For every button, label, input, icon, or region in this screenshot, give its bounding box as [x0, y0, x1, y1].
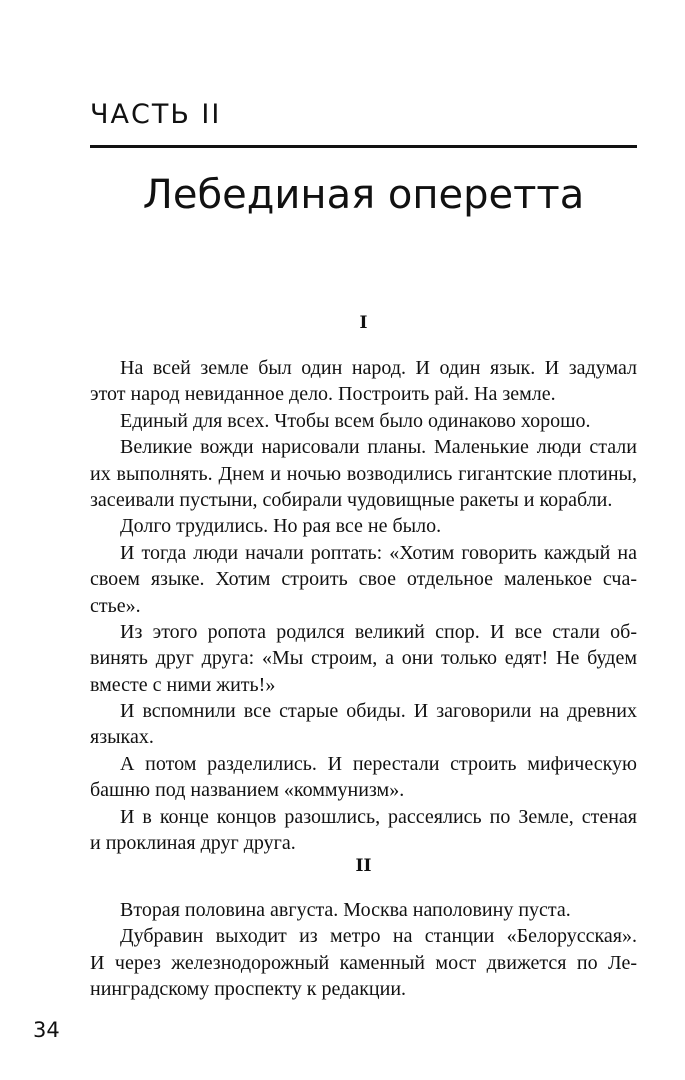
text-line: А потом разделились. И перестали строить мифическую: [120, 752, 637, 775]
text-line: На всей земле был один народ. И один язык. И задумал: [120, 357, 637, 379]
text-line: стье».: [90, 594, 141, 617]
text-line: башню под названием «коммунизм».: [90, 779, 405, 802]
section-number: II: [355, 856, 372, 876]
text-line: этот народ невиданное дело. Построить рай. На земле.: [90, 383, 556, 406]
text-line: языках.: [90, 726, 154, 749]
text-line: И вспомнили все старые обиды. И заговорили на древних: [120, 700, 637, 723]
text-line: их выполнять. Днем и ночью возводились гигантские плотины,: [90, 462, 637, 485]
text-line: вместе с ними жить!»: [90, 673, 276, 696]
chapter-title: Лебединая оперетта: [142, 172, 585, 218]
text-line: Единый для всех. Чтобы всем было одинаково хорошо.: [120, 409, 591, 432]
text-line: и проклиная друг друга.: [90, 832, 296, 855]
part-label: ЧАСТЬ II: [90, 99, 222, 130]
text-line: И тогда люди начали роптать: «Хотим говорить каждый на: [120, 541, 637, 564]
text-line: И через железнодорожный каменный мост движется по Ле-: [90, 951, 637, 974]
text-line: Великие вожди нарисовали планы. Маленькие люди стали: [120, 436, 637, 459]
text-line: винять друг друга: «Мы строим, а они только едят! Не будем: [90, 647, 637, 670]
part-divider-rule: [90, 145, 637, 148]
page-number: 34: [33, 1018, 60, 1042]
text-line: И в конце концов разошлись, рассеялись по Земле, стеная: [120, 805, 637, 828]
text-line: Долго трудились. Но рая все не было.: [120, 515, 442, 538]
text-line: засеивали пустыни, собирали чудовищные ракеты и корабли.: [90, 488, 613, 511]
section-body: [90, 355, 637, 856]
text-line: своем языке. Хотим строить свое отдельное маленькое сча-: [90, 568, 637, 591]
section-number: I: [359, 313, 368, 333]
text-line: Дубравин выходит из метро на станции «Белорусская».: [120, 925, 637, 948]
text-line: Из этого ропота родился великий спор. И все стали об-: [120, 620, 637, 643]
section-body: [90, 897, 637, 1003]
text-line: Вторая половина августа. Москва наполовину пуста.: [120, 899, 571, 921]
text-line: нинградскому проспекту к редакции.: [90, 978, 407, 1001]
